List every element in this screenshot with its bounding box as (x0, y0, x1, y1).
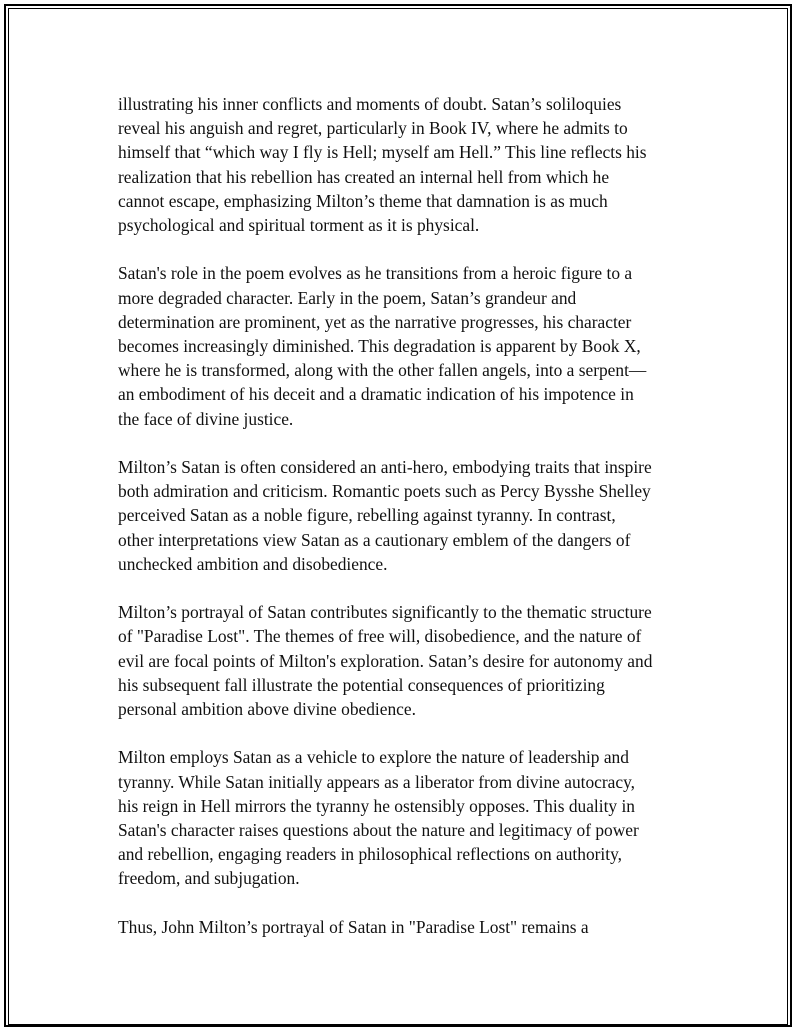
paragraph-4: Milton’s portrayal of Satan contributes significantly to the thematic structure of "Paradise Lost". The themes of free will, disobedience, and the nature of evil are focal points of Milton's exploration. Satan’s desire for autonomy and his subsequent fall illustrate the potential consequences of prioritizing personal ambition above divine obedience. (118, 602, 653, 720)
document-body (118, 92, 698, 963)
paragraph-6: Thus, John Milton’s portrayal of Satan in "Paradise Lost" remains a (118, 916, 589, 937)
paragraph-1: illustrating his inner conflicts and moments of doubt. Satan’s soliloquies reveal his anguish and regret, particularly in Book IV, where he admits to himself that “which way I fly is Hell; myself am Hell.” This line reflects his realization that his rebellion has created an internal hell from which he cannot escape, emphasizing Milton’s theme that damnation is as much psychological and spiritual torment as it is physical. (118, 94, 647, 236)
paragraph-3: Milton’s Satan is often considered an anti-hero, embodying traits that inspire both admiration and criticism. Romantic poets such as Percy Bysshe Shelley perceived Satan as a noble figure, rebelling against tyranny. In contrast, other interpretations view Satan as a cautionary emblem of the dangers of unchecked ambition and disobedience. (118, 457, 652, 574)
paragraph-5: Milton employs Satan as a vehicle to explore the nature of leadership and tyranny. While Satan initially appears as a liberator from divine autocracy, his reign in Hell mirrors the tyranny he ostensibly opposes. This duality in Satan's character raises questions about the nature and legitimacy of power and rebellion, engaging readers in philosophical reflections on authority, freedom, and subjugation. (118, 747, 639, 889)
paragraph-2: Satan's role in the poem evolves as he transitions from a heroic figure to a more degraded character. Early in the poem, Satan’s grandeur and determination are prominent, yet as the narrative progresses, his character becomes increasingly diminished. This degradation is apparent by Book X, where he is transformed, along with the other fallen angels, into a serpent— an embodiment of his deceit and a dramatic indication of his impotence in the face of divine justice. (118, 263, 647, 429)
